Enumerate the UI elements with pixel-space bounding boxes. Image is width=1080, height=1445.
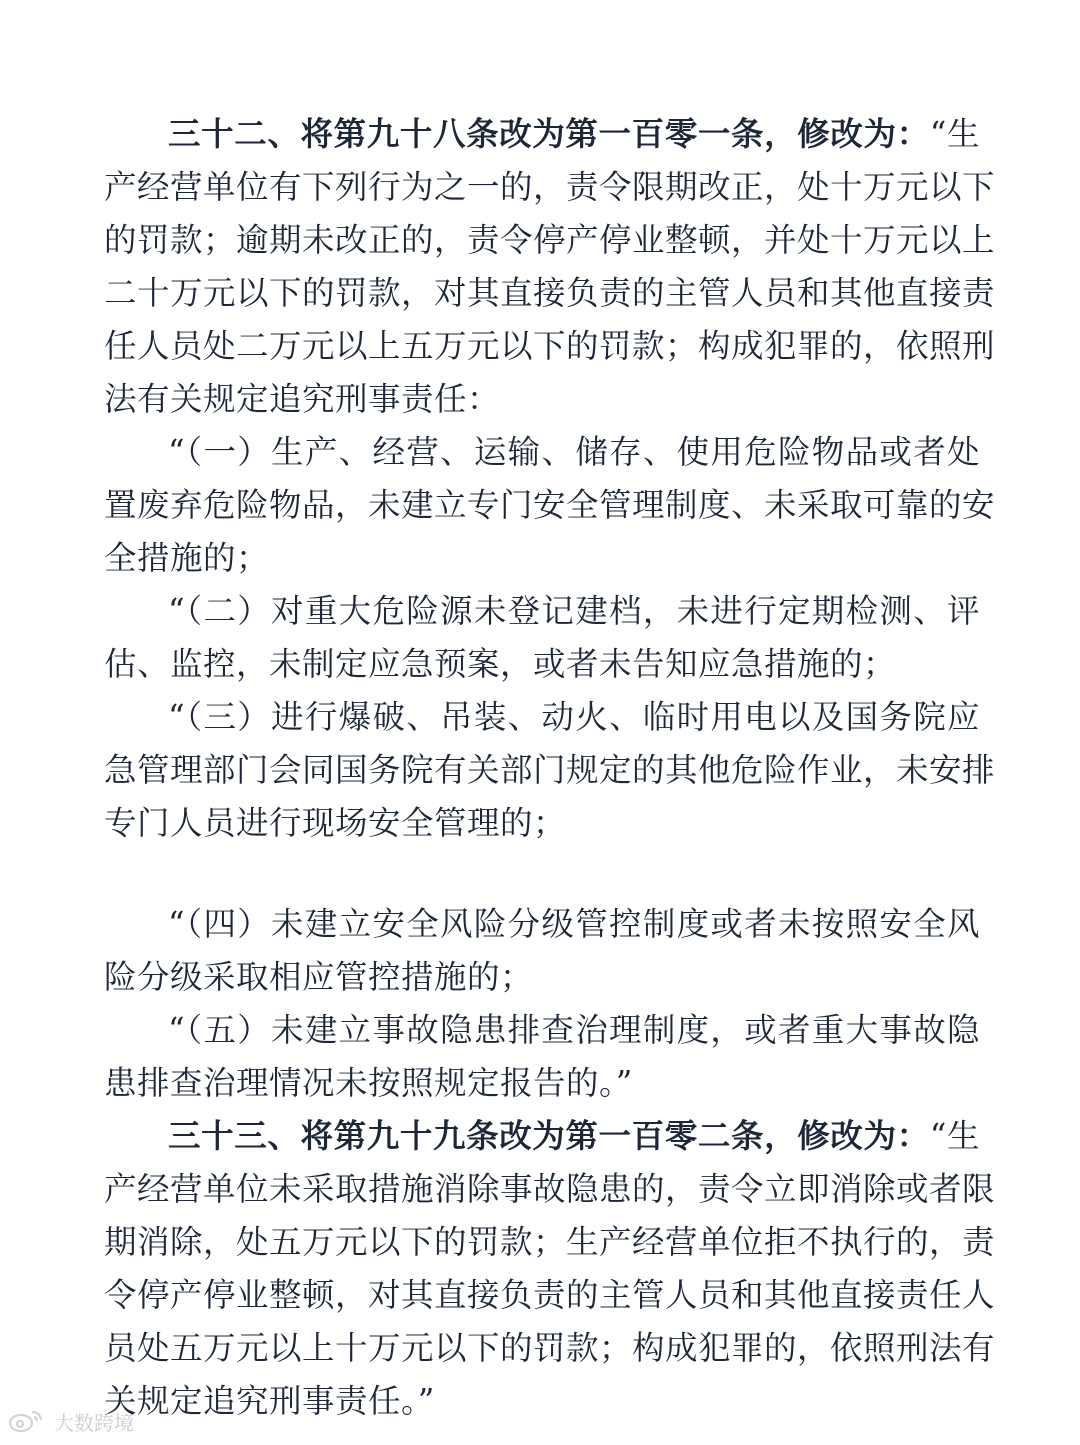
weibo-logo-icon: [8, 1408, 48, 1434]
text-line: 患排查治理情况未按照规定报告的。”: [104, 1064, 633, 1102]
watermark: [8, 1406, 134, 1436]
text-line: 全措施的；: [104, 539, 270, 577]
text-line: 的罚款；逾期未改正的，责令停产停业整顿，并处十万元以上: [104, 221, 996, 259]
text-line: “（五）未建立事故隐患排查治理制度，或者重大事故隐: [168, 1011, 980, 1049]
text-line: 令停产停业整顿，对其直接负责的主管人员和其他直接责任人: [104, 1276, 996, 1314]
text-line: “（三）进行爆破、吊装、动火、临时用电以及国务院应: [168, 698, 980, 736]
text-line: [168, 108, 980, 160]
text-line: “（二）对重大危险源未登记建档，未进行定期检测、评: [168, 592, 980, 630]
text-line: 期消除，处五万元以下的罚款；生产经营单位拒不执行的，责: [104, 1223, 996, 1261]
text-line: “（四）未建立安全风险分级管控制度或者未按照安全风: [168, 905, 980, 943]
text-line: 任人员处二万元以上五万元以下的罚款；构成犯罪的，依照刑: [104, 327, 996, 365]
text-line: 产经营单位未采取措施消除事故隐患的，责令立即消除或者限: [104, 1170, 996, 1208]
article-heading: 三十二、将第九十八条改为第一百零一条，修改为：: [168, 114, 930, 153]
text-segment: “生: [929, 115, 980, 153]
text-line: 急管理部门会同国务院有关部门规定的其他危险作业，未安排: [104, 751, 996, 789]
text-line: 二十万元以下的罚款，对其直接负责的主管人员和其他直接责: [104, 274, 996, 312]
article-heading: 三十三、将第九十九条改为第一百零二条，修改为：: [168, 1116, 930, 1155]
text-line: 关规定追究刑事责任。”: [104, 1382, 435, 1420]
text-line: 专门人员进行现场安全管理的；: [104, 804, 567, 842]
text-segment: “生: [929, 1117, 980, 1155]
text-line: “（一）生产、经营、运输、储存、使用危险物品或者处: [168, 433, 980, 471]
text-line: [168, 1110, 980, 1162]
text-line: 产经营单位有下列行为之一的，责令限期改正，处十万元以下: [104, 168, 996, 206]
text-line: 险分级采取相应管控措施的；: [104, 958, 534, 996]
text-line: 置废弃危险物品，未建立专门安全管理制度、未采取可靠的安: [104, 486, 996, 524]
text-line: 法有关规定追究刑事责任：: [104, 380, 501, 418]
text-line: 员处五万元以上十万元以下的罚款；构成犯罪的，依照刑法有: [104, 1329, 996, 1367]
watermark-text: 大数跨境: [54, 1410, 134, 1435]
text-line: 估、监控，未制定应急预案，或者未告知应急措施的；: [104, 645, 897, 683]
